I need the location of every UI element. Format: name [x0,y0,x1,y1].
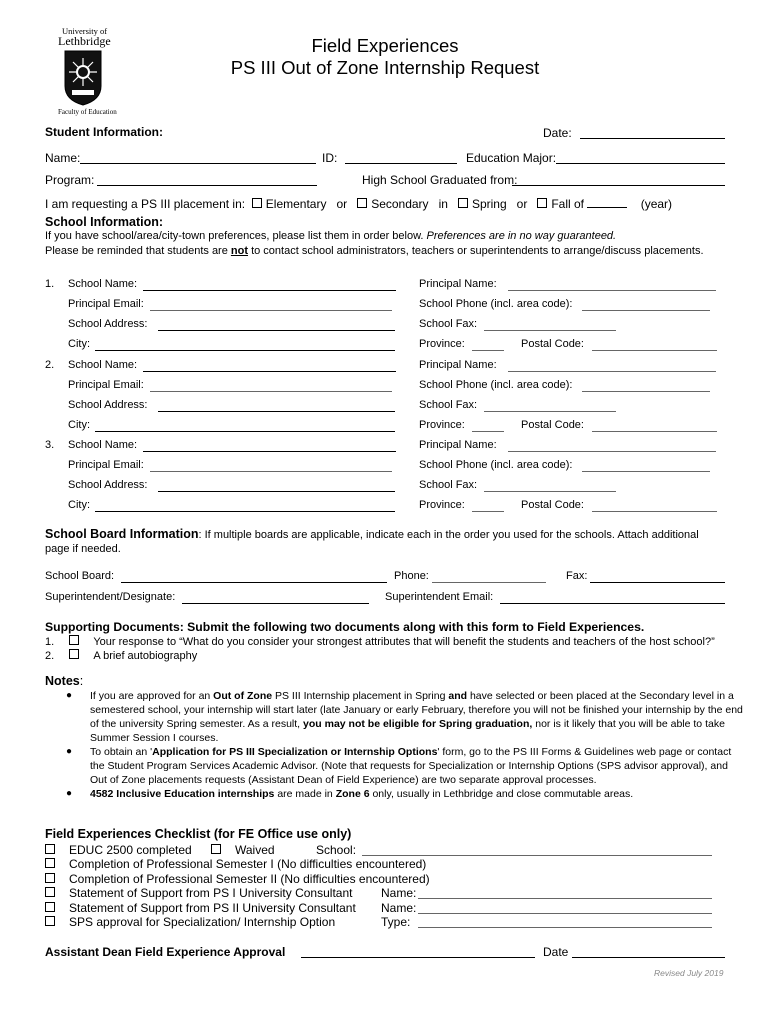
supporting-item-number: 2. [45,650,55,662]
major-label: Education Major: [466,151,557,165]
bullet-icon: ● [66,690,73,701]
name-label: Name: [45,151,81,165]
school-number: 2. [45,359,55,371]
postal-code-label: Postal Code: [521,499,584,511]
province-label: Province: [419,338,465,350]
city-label: City: [68,419,90,431]
school-board-field[interactable] [121,570,387,583]
board-desc2: page if needed. [45,543,121,555]
school-board-label: School Board: [45,570,115,582]
page-title: Field Experiences [311,35,459,56]
board-phone-field[interactable] [432,570,546,583]
school-address-label: School Address: [68,318,148,330]
school-number: 3. [45,439,55,451]
school-fax-label: School Fax: [419,479,478,491]
school-name-field[interactable] [143,439,396,452]
elementary-checkbox[interactable] [252,198,262,208]
school-info-line1 [45,230,616,242]
city-label: City: [68,338,90,350]
principal-name-field[interactable] [508,359,716,372]
school-phone-field[interactable] [582,379,710,392]
program-field[interactable] [97,173,317,186]
note3-d: only, usually in Lethbridge and close commutable areas. [372,788,634,800]
school-fax-label: School Fax: [419,399,478,411]
sem1-label: Completion of Professional Semester I (No difficulties encountered) [69,857,427,871]
city-field[interactable] [95,499,395,512]
hs-field[interactable] [512,173,725,186]
city-field[interactable] [95,338,395,351]
id-label: ID: [322,151,338,165]
sem2-label: Completion of Professional Semester II (No difficulties encountered) [69,872,430,886]
or-text-1: or [336,197,348,211]
school-phone-label: School Phone (incl. area code): [419,379,573,391]
city-field[interactable] [95,419,395,432]
supporting-item-2 [45,649,197,662]
school-phone-label: School Phone (incl. area code): [419,459,573,471]
elementary-label: Elementary [265,197,327,211]
logo-faculty: Faculty of Education [58,108,117,116]
school-info-line2 [45,245,704,257]
province-label: Province: [419,499,465,511]
logo-line2: Lethbridge [58,34,111,48]
board-phone-label: Phone: [394,570,429,582]
board-desc1: If multiple boards are applicable, indicate each in the order you used for the schools. Attach additional [204,529,699,541]
checklist-row-sem2 [45,872,430,886]
note3-b: are made in [277,788,333,800]
spring-checkbox[interactable] [458,198,468,208]
school-name-label: School Name: [68,278,138,290]
ps1-label: Statement of Support from PS I University Consultant [69,886,353,900]
province-field[interactable] [472,419,504,432]
note-1 [90,689,745,745]
date-field[interactable] [580,126,725,139]
school-fax-field[interactable] [484,399,616,412]
educ-label: EDUC 2500 completed [69,843,192,857]
checklist-name1-label: Name: [381,886,417,900]
school-address-field[interactable] [158,399,395,412]
board-fax-label: Fax: [566,570,588,582]
checklist-row-ps2 [45,901,356,915]
name-field[interactable] [80,151,316,164]
school-info-line1-text: If you have school/area/city-town preferences, please list them in order below. [45,230,424,242]
note1-c: PS III Internship placement in Spring [275,690,446,702]
bullet-icon: ● [66,788,73,799]
id-field[interactable] [345,151,457,164]
principal-name-label: Principal Name: [419,359,497,371]
postal-code-label: Postal Code: [521,419,584,431]
checklist-school-field[interactable] [362,843,712,856]
province-field[interactable] [472,499,504,512]
postal-code-field[interactable] [592,419,717,432]
postal-code-label: Postal Code: [521,338,584,350]
school-address-label: School Address: [68,399,148,411]
province-label: Province: [419,419,465,431]
fall-label: Fall of [551,197,585,211]
board-heading-row [45,527,699,541]
postal-code-field[interactable] [592,338,717,351]
note2-b: Application for PS III Specialization or Internship Options [152,746,438,758]
principal-email-field[interactable] [150,459,392,472]
principal-name-field[interactable] [508,278,716,291]
approval-date-label: Date [543,945,569,959]
year-field[interactable] [587,195,627,208]
school-name-field[interactable] [143,359,396,372]
note-2 [90,745,745,787]
school-name-label: School Name: [68,439,138,451]
checklist-row-ps1 [45,886,352,900]
school-info-line2-pre: Please be reminded that students are [45,245,228,257]
note3-a: 4582 Inclusive Education internships [90,788,275,800]
note1-a: If you are approved for an [90,690,211,702]
approval-signature-field[interactable] [301,945,535,958]
checklist-row-educ [45,843,192,857]
educ-checkbox[interactable] [45,844,55,854]
secondary-checkbox[interactable] [357,198,367,208]
sem2-checkbox[interactable] [45,873,55,883]
note1-g: nor is it likely that you will be able to take Summer Session I courses. [90,718,725,744]
student-info-heading: Student Information: [45,125,163,139]
superintendent-email-field[interactable] [500,591,725,604]
supporting-item-checkbox[interactable] [69,649,79,659]
note2-a: To obtain an ' [90,746,153,758]
page-subtitle: PS III Out of Zone Internship Request [230,57,540,78]
school-phone-field[interactable] [582,459,710,472]
secondary-label: Secondary [371,197,429,211]
school-name-label: School Name: [68,359,138,371]
school-address-field[interactable] [158,479,395,492]
note2-c: ' form, go to the PS III Forms & Guidelines web page or contact the Student Program Services Academic Advisor. (Note that requests for Specialization or Internship Options (SPS advisor approval), and Out of Zone placements requests (Assistant Dean of Field Experience) are two separate approval processes. [90,746,732,786]
checklist-row-sem1 [45,857,426,871]
date-label: Date: [543,126,572,140]
major-field[interactable] [556,151,725,164]
school-address-label: School Address: [68,479,148,491]
sem1-checkbox[interactable] [45,858,55,868]
supporting-heading: Supporting Documents: Submit the following two documents along with this form to Field Experiences. [45,620,645,634]
checklist-name2-label: Name: [381,901,417,915]
note1-b: Out of Zone [213,690,273,702]
checklist-type-label: Type: [381,915,411,929]
superintendent-field[interactable] [182,591,369,604]
year-label: (year) [640,197,673,211]
supporting-item-1 [45,635,715,648]
supporting-item-text: Your response to “What do you consider your strongest attributes that will benefit the students and teachers of the host school?” [93,636,715,648]
principal-name-label: Principal Name: [419,278,497,290]
school-fax-field[interactable] [484,479,616,492]
postal-code-field[interactable] [592,499,717,512]
note-3 [90,787,745,801]
school-info-line2-not: not [230,245,249,257]
school-fax-field[interactable] [484,318,616,331]
notes-heading [45,674,83,688]
logo-line1: University of [62,26,108,36]
checklist-name2-field[interactable] [418,901,712,914]
sps-checkbox[interactable] [45,916,55,926]
school-name-field[interactable] [143,278,396,291]
province-field[interactable] [472,338,504,351]
or-text-2: or [516,197,528,211]
checklist-school-label: School: [316,843,357,857]
principal-email-label: Principal Email: [68,379,144,391]
program-label: Program: [45,173,95,187]
hs-label: High School Graduated from: [362,173,518,187]
principal-email-field[interactable] [150,298,392,311]
waived-label: Waived [235,843,275,857]
supporting-item-checkbox[interactable] [69,635,79,645]
fall-checkbox[interactable] [537,198,547,208]
approval-date-field[interactable] [572,945,725,958]
supporting-item-number: 1. [45,636,55,648]
city-label: City: [68,499,90,511]
school-fax-label: School Fax: [419,318,478,330]
checklist-heading: Field Experiences Checklist (for FE Office use only) [45,827,352,841]
school-number: 1. [45,278,55,290]
ps2-label: Statement of Support from PS II University Consultant [69,901,356,915]
principal-email-label: Principal Email: [68,298,144,310]
board-fax-field[interactable] [590,570,725,583]
ps2-checkbox[interactable] [45,902,55,912]
principal-email-field[interactable] [150,379,392,392]
school-phone-field[interactable] [582,298,710,311]
note1-d: and [448,690,468,702]
superintendent-email-label: Superintendent Email: [385,591,494,603]
principal-email-label: Principal Email: [68,459,144,471]
school-phone-label: School Phone (incl. area code): [419,298,573,310]
principal-name-field[interactable] [508,439,716,452]
school-info-heading: School Information: [45,215,164,229]
checklist-row-sps [45,915,335,929]
school-info-line2-post: to contact school administrators, teachers or superintendents to arrange/discuss placements. [251,245,704,257]
placement-prefix: I am requesting a PS III placement in: [45,197,246,211]
notes-heading-text: Notes [45,674,80,688]
placement-row [45,195,672,211]
school-info-line1-italic: Preferences are in no way guaranteed. [426,230,617,242]
note3-c: Zone 6 [335,788,370,800]
superintendent-label: Superintendent/Designate: [45,591,176,603]
waived-checkbox[interactable] [211,844,221,854]
checklist-row-waived [211,843,275,857]
board-colon: : [198,529,202,541]
principal-name-label: Principal Name: [419,439,497,451]
approval-label: Assistant Dean Field Experience Approval [45,945,286,959]
ps1-checkbox[interactable] [45,887,55,897]
spring-label: Spring [471,197,507,211]
checklist-type-field[interactable] [418,915,712,928]
notes-colon: : [79,674,84,688]
checklist-name1-field[interactable] [418,886,712,899]
note1-f: you may not be eligible for Spring graduation, [303,718,533,730]
sps-label: SPS approval for Specialization/ Internship Option [69,915,336,929]
school-address-field[interactable] [158,318,395,331]
bullet-icon: ● [66,746,73,757]
board-heading: School Board Information [45,527,199,541]
revised-date: Revised July 2019 [654,968,724,978]
note1-e: have selected or been placed at the Secondary level in a semestered school, your internship will start later (late January or early February, therefore you will not be finished your internship by the end of the university Spring semester. As a result, [90,690,743,730]
supporting-item-text: A brief autobiography [93,650,198,662]
in-text: in [438,197,448,211]
